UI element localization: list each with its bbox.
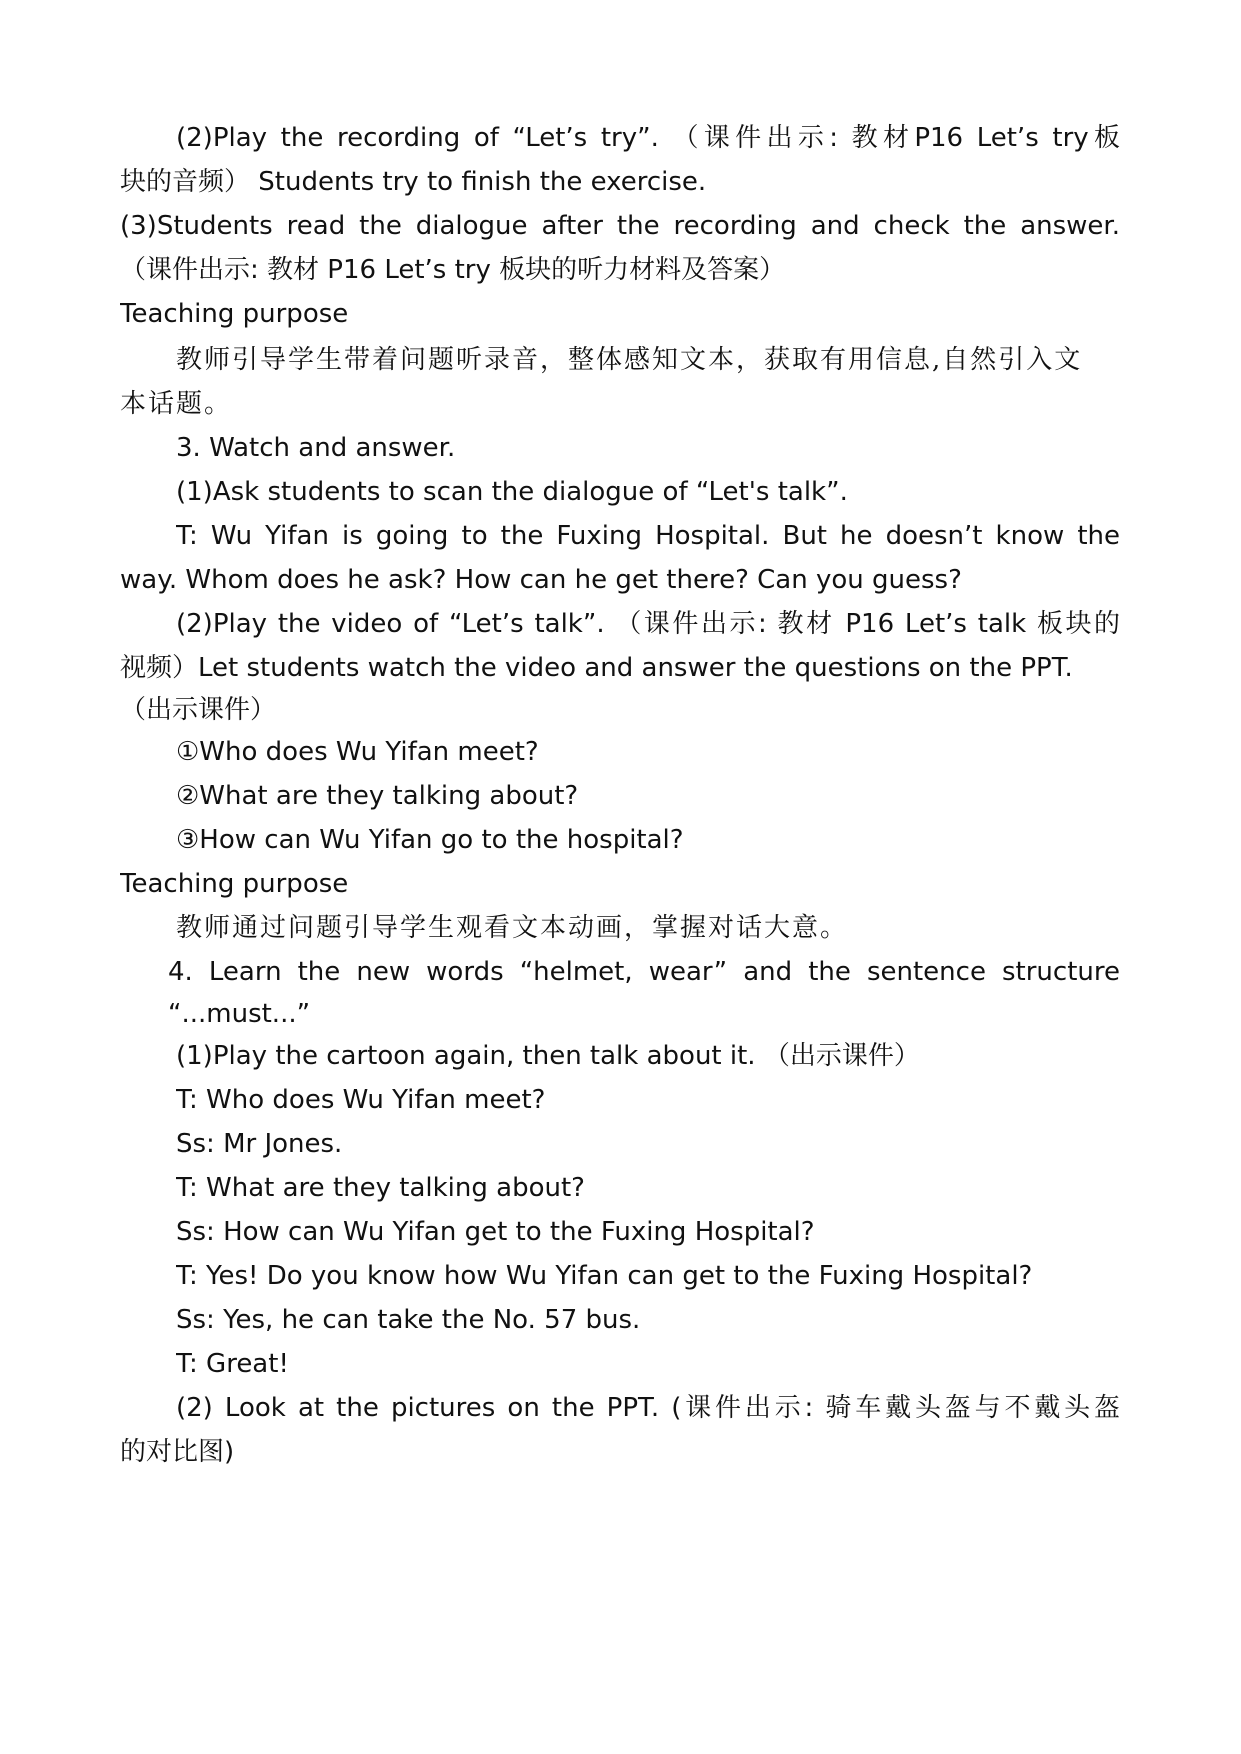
dialogue-line: Ss: How can Wu Yifan get to the Fuxing Hospital? (176, 1217, 815, 1247)
question-item: ①Who does Wu Yifan meet? (176, 737, 539, 767)
step-heading: 3. Watch and answer. (176, 433, 456, 463)
section-heading: Teaching purpose (120, 869, 349, 899)
text-line: (2)Play the video of “Let’s talk”. （课件出示: 教材 P16 Let’s talk 板块的 (176, 609, 1120, 639)
dialogue-line: Ss: Mr Jones. (176, 1129, 343, 1159)
step-heading: 4. Learn the new words “helmet, wear” and the sentence structure (168, 957, 1120, 987)
dialogue-line: T: Yes! Do you know how Wu Yifan can get to the Fuxing Hospital? (176, 1261, 1033, 1291)
question-item: ②What are they talking about? (176, 781, 579, 811)
text-line: T: Wu Yifan is going to the Fuxing Hospital. But he doesn’t know the (176, 521, 1120, 551)
text-line: (2)Play the recording of “Let’s try”. （课件出示: 教材P16 Let’s try板 (176, 123, 1120, 153)
text-line: way. Whom does he ask? How can he get there? Can you guess? (120, 565, 962, 595)
text-line: 块的音频） Students try to finish the exercise. (120, 167, 707, 197)
text-line: 本话题。 (120, 389, 233, 419)
text-line: 视频）Let students watch the video and answer the questions on the PPT. (120, 653, 1073, 683)
text-line: （课件出示: 教材 P16 Let’s try 板块的听力材料及答案） (120, 255, 786, 285)
text-line: (2) Look at the pictures on the PPT. (课件出示: 骑车戴头盔与不戴头盔 (176, 1393, 1120, 1423)
text-line: 教师通过问题引导学生观看文本动画，掌握对话大意。 (176, 913, 849, 943)
text-line: （出示课件） (120, 695, 277, 725)
text-line: 教师引导学生带着问题听录音，整体感知文本，获取有用信息,自然引入文 (176, 345, 1083, 375)
section-heading: Teaching purpose (120, 299, 349, 329)
dialogue-line: Ss: Yes, he can take the No. 57 bus. (176, 1305, 641, 1335)
dialogue-line: T: Great! (176, 1349, 289, 1379)
dialogue-line: T: Who does Wu Yifan meet? (176, 1085, 546, 1115)
question-item: ③How can Wu Yifan go to the hospital? (176, 825, 684, 855)
dialogue-line: T: What are they talking about? (176, 1173, 585, 1203)
text-line: (1)Play the cartoon again, then talk about it. （出示课件） (176, 1041, 920, 1071)
text-line: (1)Ask students to scan the dialogue of “Let's talk”. (176, 477, 848, 507)
text-line: 的对比图) (120, 1437, 235, 1467)
text-line: (3)Students read the dialogue after the recording and check the answer. (120, 211, 1120, 241)
text-line: “...must...” (168, 999, 311, 1029)
